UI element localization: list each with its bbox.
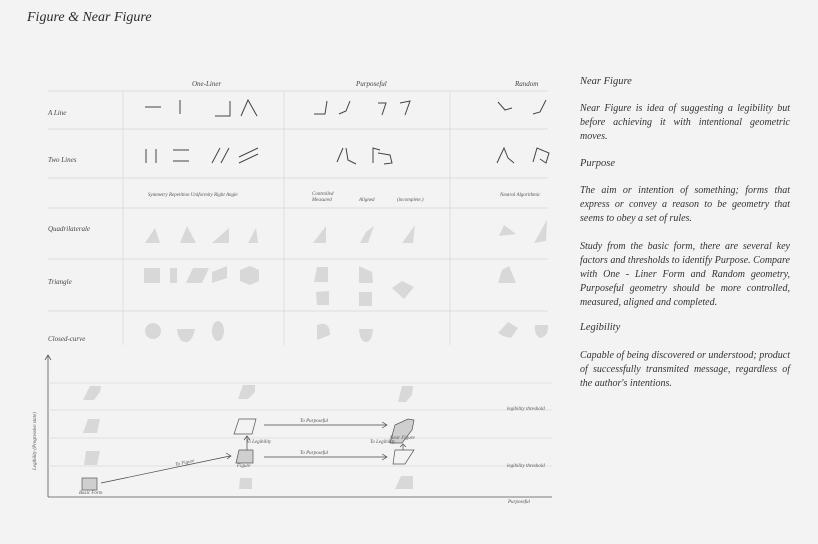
two-lines-glyphs <box>146 148 549 164</box>
node-label-near-figure: Near Figure <box>390 436 415 441</box>
heading-purpose: Purpose <box>580 158 615 169</box>
row-label-a-line: A Line <box>48 109 67 117</box>
sublabel-aligned: Aligned <box>359 198 375 203</box>
text-legibility: Capable of being discovered or understood; product of successfully transmited message, regardless of the author's intentions. <box>580 350 790 389</box>
sublabel-measured: Measured <box>312 198 332 203</box>
heading-near-figure: Near Figure <box>580 76 632 87</box>
sublabel-one-liner: Symmetry Repetition Uniformity Right Angle <box>148 193 238 198</box>
node-label-basic-form: Basic Form <box>79 491 103 496</box>
row-label-two-lines: Two Lines <box>48 156 77 164</box>
closed-curve-glyphs <box>145 321 548 342</box>
node-label-figure: Figure <box>237 464 251 469</box>
arrow-label-to-legibility-2: To Legibility <box>370 440 396 445</box>
triangle-row-glyphs <box>144 266 516 306</box>
a-line-glyphs <box>145 100 546 116</box>
sublabel-random: Neutral Algorithmic <box>500 193 541 198</box>
arrow-label-to-purposeful-top: To Purposeful <box>300 419 329 424</box>
row-label-triangle: Triangle <box>48 278 72 286</box>
y-axis-label: Legibility (Progressive state) <box>33 412 38 470</box>
column-header-random: Random <box>515 80 539 88</box>
x-axis-label: Purposeful <box>508 500 530 505</box>
quadrilaterale-glyphs <box>145 220 547 243</box>
matrix-grid <box>48 91 548 345</box>
diagram-axes <box>45 355 552 497</box>
column-header-one-liner: One-Liner <box>192 80 222 88</box>
row-label-closed-curve: Closed-curve <box>48 335 86 343</box>
page-title: Figure & Near Figure <box>27 10 152 25</box>
sublabel-controlled: Controlled <box>312 192 334 197</box>
text-purpose-2: Study from the basic form, there are several key factors and thresholds to identify Purpose. Compare with One - Liner Form and Random geometry, Purposeful geometry should be more controlled, measured, aligned and completed. <box>580 241 790 308</box>
arrow-label-to-legibility-1: To Legibility <box>246 440 272 445</box>
row-label-quadrilaterale: Quadrilaterale <box>48 225 90 233</box>
text-near-figure: Near Figure is idea of suggesting a legibility but before achieving it with intentional geometric moves. <box>580 103 790 142</box>
arrow-label-to-figure: To Figure <box>175 458 196 468</box>
text-purpose-1: The aim or intention of something; forms that express or convey a reason to be geometry that seems to obey a set of rules. <box>580 185 790 224</box>
sublabel-incomplete: (incomplete.) <box>397 198 424 203</box>
threshold-label-lower: legibility threshold <box>507 464 545 469</box>
diagram-arrows <box>101 422 406 483</box>
column-header-purposeful: Purposeful <box>356 80 387 88</box>
arrow-label-to-purposeful-bottom: To Purposeful <box>300 451 329 456</box>
threshold-label-upper: legibility threshold <box>507 407 545 412</box>
heading-legibility: Legibility <box>580 322 621 333</box>
